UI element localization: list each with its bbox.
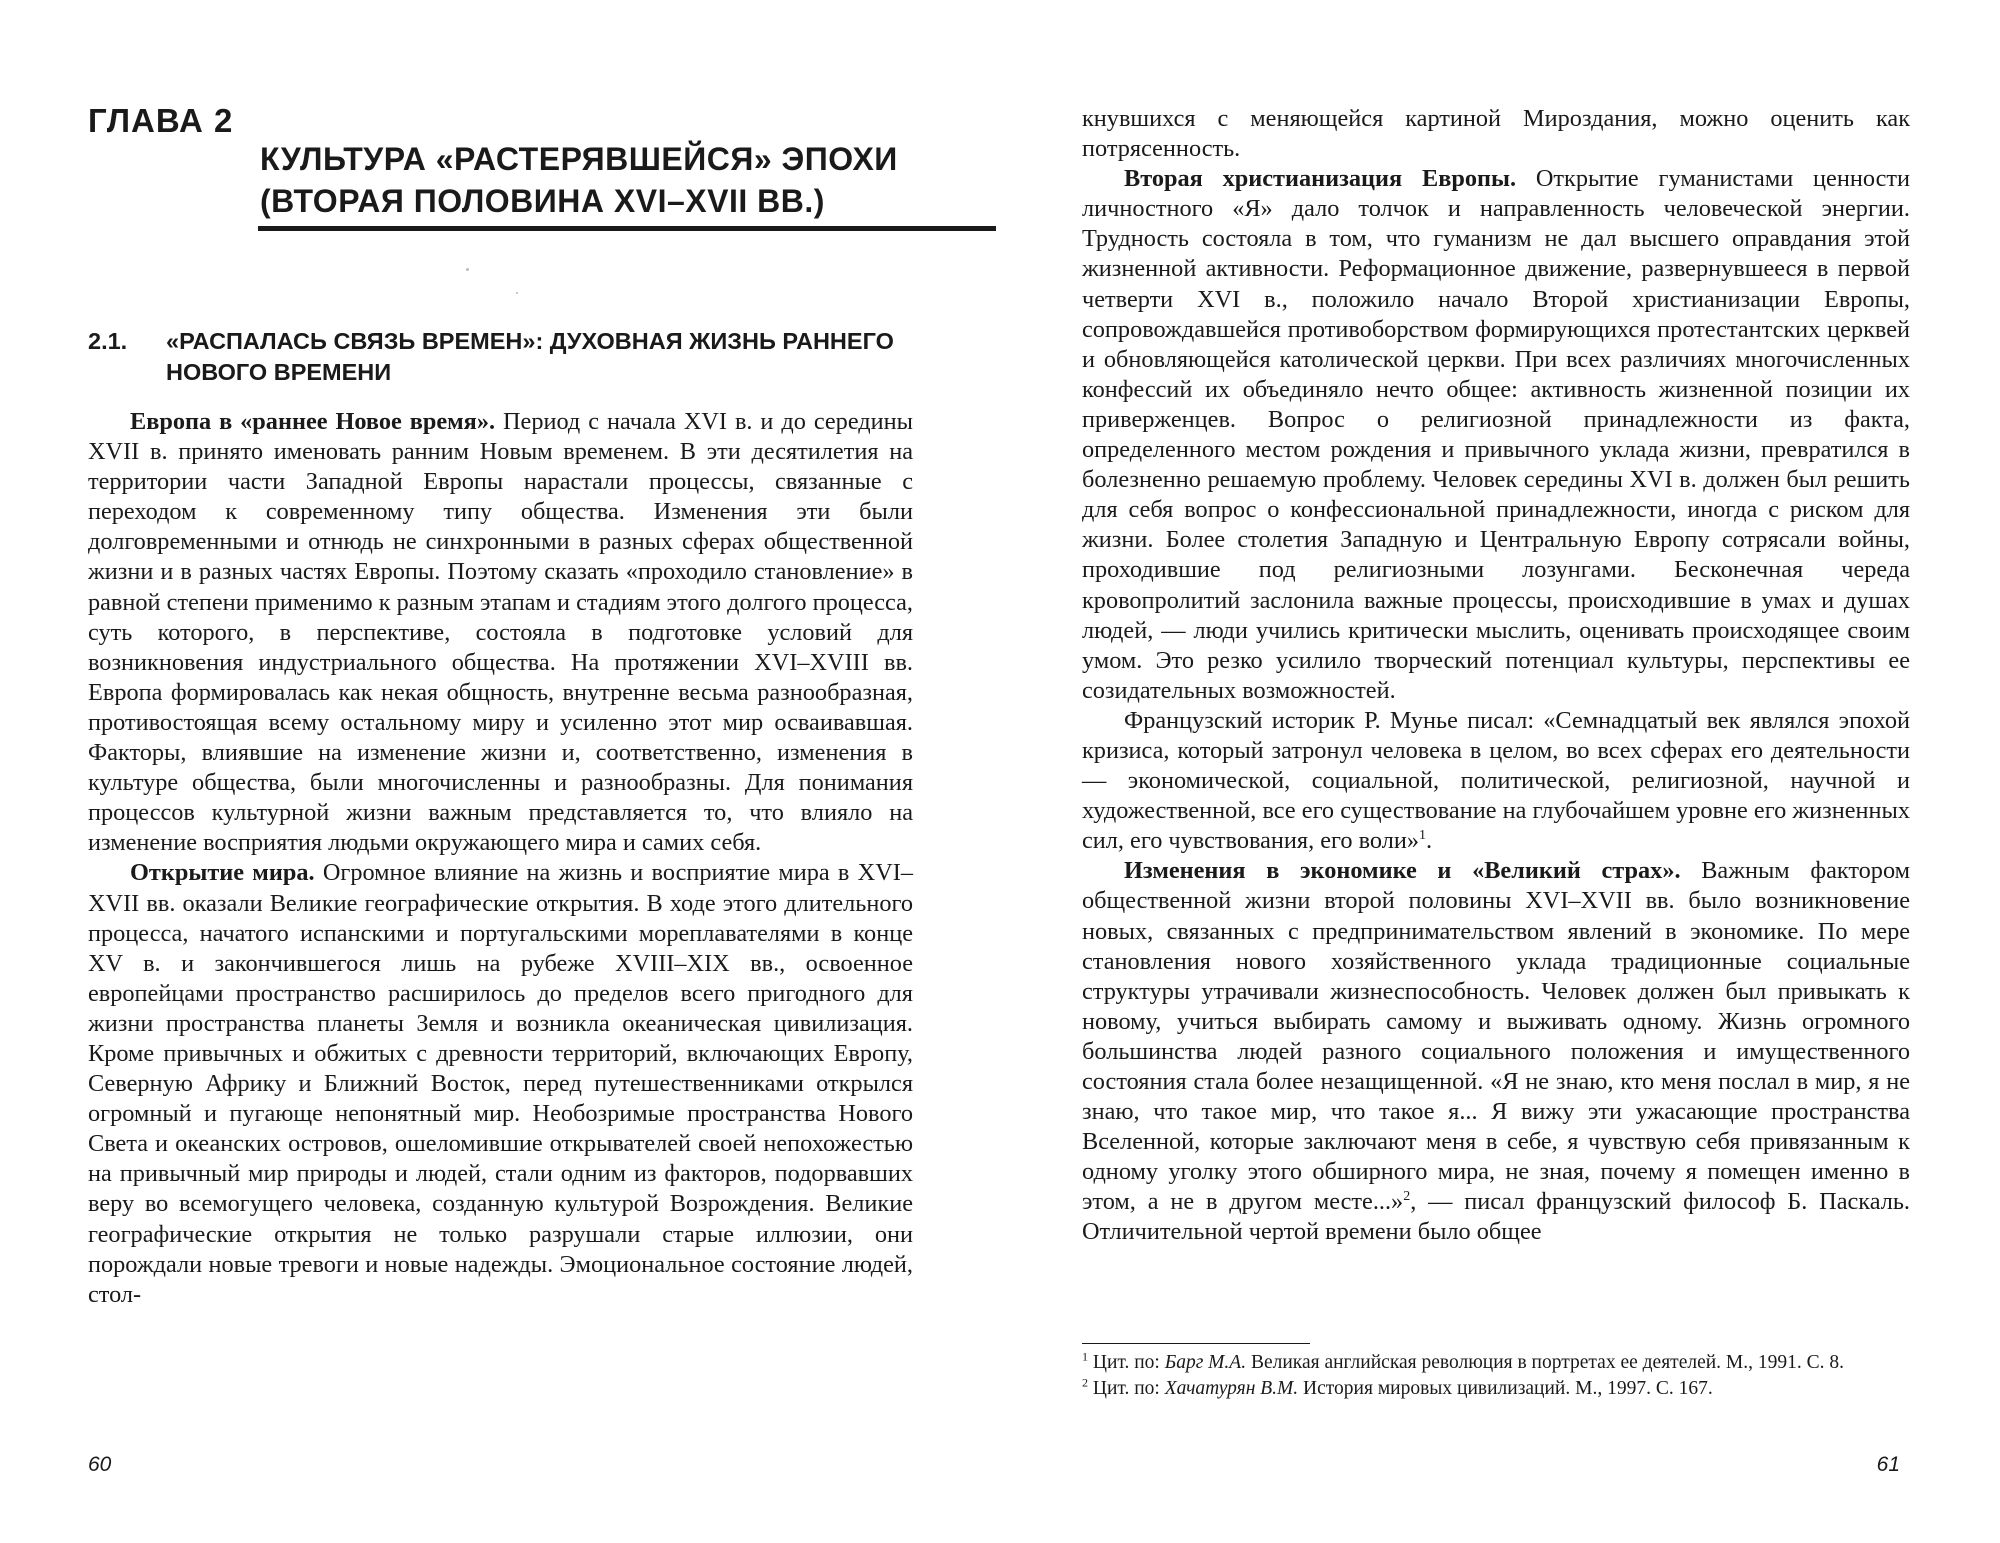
- footnote-text: Великая английская революция в портретах ее деятелей. М., 1991. С. 8.: [1246, 1352, 1845, 1373]
- footnote-author: Хачатурян В.М.: [1164, 1378, 1299, 1400]
- footnote-rule: [1082, 1343, 1310, 1344]
- paragraph-tail: .: [1426, 827, 1433, 855]
- paragraph-lead: Открытие мира.: [130, 859, 315, 887]
- section-title: «РАСПАЛАСЬ СВЯЗЬ ВРЕМЕН»: ДУХОВНАЯ ЖИЗНЬ РАННЕГО НОВОГО ВРЕМЕНИ: [166, 328, 894, 386]
- paragraph-lead: Вторая христианизация Европы.: [1124, 165, 1517, 193]
- footnote-mark: 1: [1082, 1349, 1088, 1364]
- footnotes: [1082, 1351, 1910, 1404]
- left-page: [88, 0, 913, 1543]
- chapter-title: [260, 138, 910, 222]
- footnote-mark: 2: [1082, 1375, 1088, 1390]
- paragraph-lead: Изменения в экономике и «Великий страх».: [1124, 857, 1681, 885]
- footnote: [1082, 1377, 1910, 1401]
- right-body-text: [1082, 104, 1910, 1248]
- footnote: [1082, 1351, 1910, 1375]
- section-heading: [88, 326, 913, 388]
- footnote-prefix: Цит. по:: [1088, 1378, 1165, 1400]
- paragraph: [1082, 706, 1910, 856]
- paragraph-text: Огромное влияние на жизнь и восприятие мира в XVI–XVII вв. оказали Великие географические открытия. В ходе этого длительного процесса, начатого испанскими и португальскими мореплавателями в конце XV в. и закончившегося лишь на рубеже XVIII–XIX вв., освоенное европейцами пространство расширилось до пределов всего пригодного для жизни пространства планеты Земля и возникла океаническая цивилизация. Кроме привычных и обжитых с древности территорий, включающих Европу, Северную Африку и Ближний Восток, перед путешественниками открылся огромный и пугающе непонятный мир. Необозримые пространства Нового Света и океанских островов, ошеломившие открывателей своей непохожестью на привычный мир природы и людей, стали одним из факторов, подорвавших веру во всемогущего человека, созданную культурой Возрождения. Великие географические открытия не только разрушали старые иллюзии, они порождали новые тревоги и новые надежды. Эмоциональное состояние людей, стол-: [88, 859, 913, 1308]
- paragraph-lead: Европа в «раннее Новое время».: [130, 408, 496, 435]
- page-number: 60: [88, 1453, 112, 1476]
- footnote-reference[interactable]: 1: [1419, 828, 1427, 844]
- chapter-label: ГЛАВА 2: [88, 102, 234, 139]
- print-speck: [466, 268, 469, 271]
- paragraph-text: Открытие гуманистами ценности личностного «Я» дало толчок и направленность человеческой энергии. Трудность состояла в том, что гуманизм не дал высшего оправдания этой жизненной активности. Реформационное движение, развернувшееся в первой четверти XVI в., положило начало Второй христианизации Европы, сопровождавшейся противоборством формирующихся протестантских церквей и обновляющейся католической церкви. При всех различиях многочисленных конфессий их объединяло нечто общее: активность жизненной позиции их приверженцев. Вопрос о религиозной принадлежности из факта, определенного местом рождения и привычного уклада жизни, превратился в болезненно решаемую проблему. Человек середины XVI в. должен был решить для себя вопрос о конфессиональной принадлежности, иногда с риском для жизни. Более столетия Западную и Центральную Европу сотрясали войны, проходившие под религиозными лозунгами. Бесконечная череда кровопролитий заслонила важные процессы, происходившие в умах и душах людей, — люди учились критически мыслить, оценивать происходящее своим умом. Это резко усилило творческий потенциал культуры, перспективы ее созидательных возможностей.: [1082, 165, 1910, 704]
- paragraph: [1082, 104, 1910, 164]
- paragraph: [1082, 856, 1910, 1247]
- paragraph-tail: , — писал французский философ Б. Паскаль. Отличительной чертой времени было общее: [1082, 1188, 1911, 1246]
- paragraph-text: Период с начала XVI в. и до середины XVII в. принято именовать ранним Новым временем. В эти десятилетия на территории части Западной Европы нарастали процессы, связанные с переходом к современному типу общества. Изменения эти были долговременными и отнюдь не синхронными в разных сферах общественной жизни и в разных частях Европы. Поэтому сказать «проходило становление» в равной степени применимо к разным этапам и стадиям этого долгого процесса, суть которого, в перспективе, состояла в подготовке условий для возникновения индустриального общества. На протяжении XVI–XVIII вв. Европа формировалась как некая общность, внутренне весьма разнообразная, противостоящая всему остальному миру и усиленно этот мир осваивавшая. Факторы, влиявшие на изменение жизни и, соответственно, изменения в культуре общества, были многочисленны и разнообразны. Для понимания процессов культурной жизни важным представляется то, что влияло на изменение восприятия людьми окружающего мира и самих себя.: [88, 408, 913, 857]
- paragraph: [1082, 164, 1910, 706]
- paragraph-text: Французский историк Р. Мунье писал: «Семнадцатый век являлся эпохой кризиса, который затронул человека в целом, во всех сферах его деятельности — экономической, социальной, политической, религиозной, научной и художественной, все его существование на глубочайшем уровне его жизненных сил, его чувствования, его воли»: [1082, 706, 1910, 855]
- print-speck: [516, 292, 518, 294]
- footnote-author: Барг М.А.: [1164, 1352, 1247, 1373]
- page-number: 61: [1876, 1453, 1900, 1476]
- chapter-title-line1: КУЛЬТУРА «РАСТЕРЯВШЕЙСЯ» ЭПОХИ: [260, 141, 898, 177]
- left-body-text: [88, 407, 913, 1310]
- section-number: 2.1.: [88, 328, 128, 354]
- paragraph-text: Важным фактором общественной жизни второй половины XVI–XVII вв. было возникновение новых, связанных с предпринимательством явлений в экономике. По мере становления нового хозяйственного уклада традиционные социальные структуры утрачивали жизнеспособность. Человек должен был привыкать к новому, учиться выбирать самому и выживать одному. Жизнь огромного большинства людей разного социального положения и имущественного состояния стала более незащищенной. «Я не знаю, кто меня послал в мир, я не знаю, что такое мир, что такое я... Я вижу эти ужасающие пространства Вселенной, которые заключают меня в себе, я чувствую себя привязанным к одному уголку этого обширного мира, не зная, почему я помещен именно в этом, а не в другом месте...»: [1082, 857, 1911, 1216]
- chapter-title-rule: [258, 226, 996, 231]
- paragraph: [88, 407, 913, 858]
- footnote-reference[interactable]: 2: [1403, 1189, 1411, 1205]
- paragraph: [88, 858, 913, 1309]
- chapter-title-line2: (ВТОРАЯ ПОЛОВИНА XVI–XVII ВВ.): [260, 183, 825, 220]
- footnote-prefix: Цит. по:: [1088, 1352, 1165, 1373]
- paragraph-text: кнувшихся с меняющейся картиной Мироздания, можно оценить как потрясенность.: [1082, 105, 1910, 163]
- footnote-text: История мировых цивилизаций. М., 1997. С. 167.: [1298, 1378, 1713, 1400]
- right-page: [1082, 0, 1910, 1543]
